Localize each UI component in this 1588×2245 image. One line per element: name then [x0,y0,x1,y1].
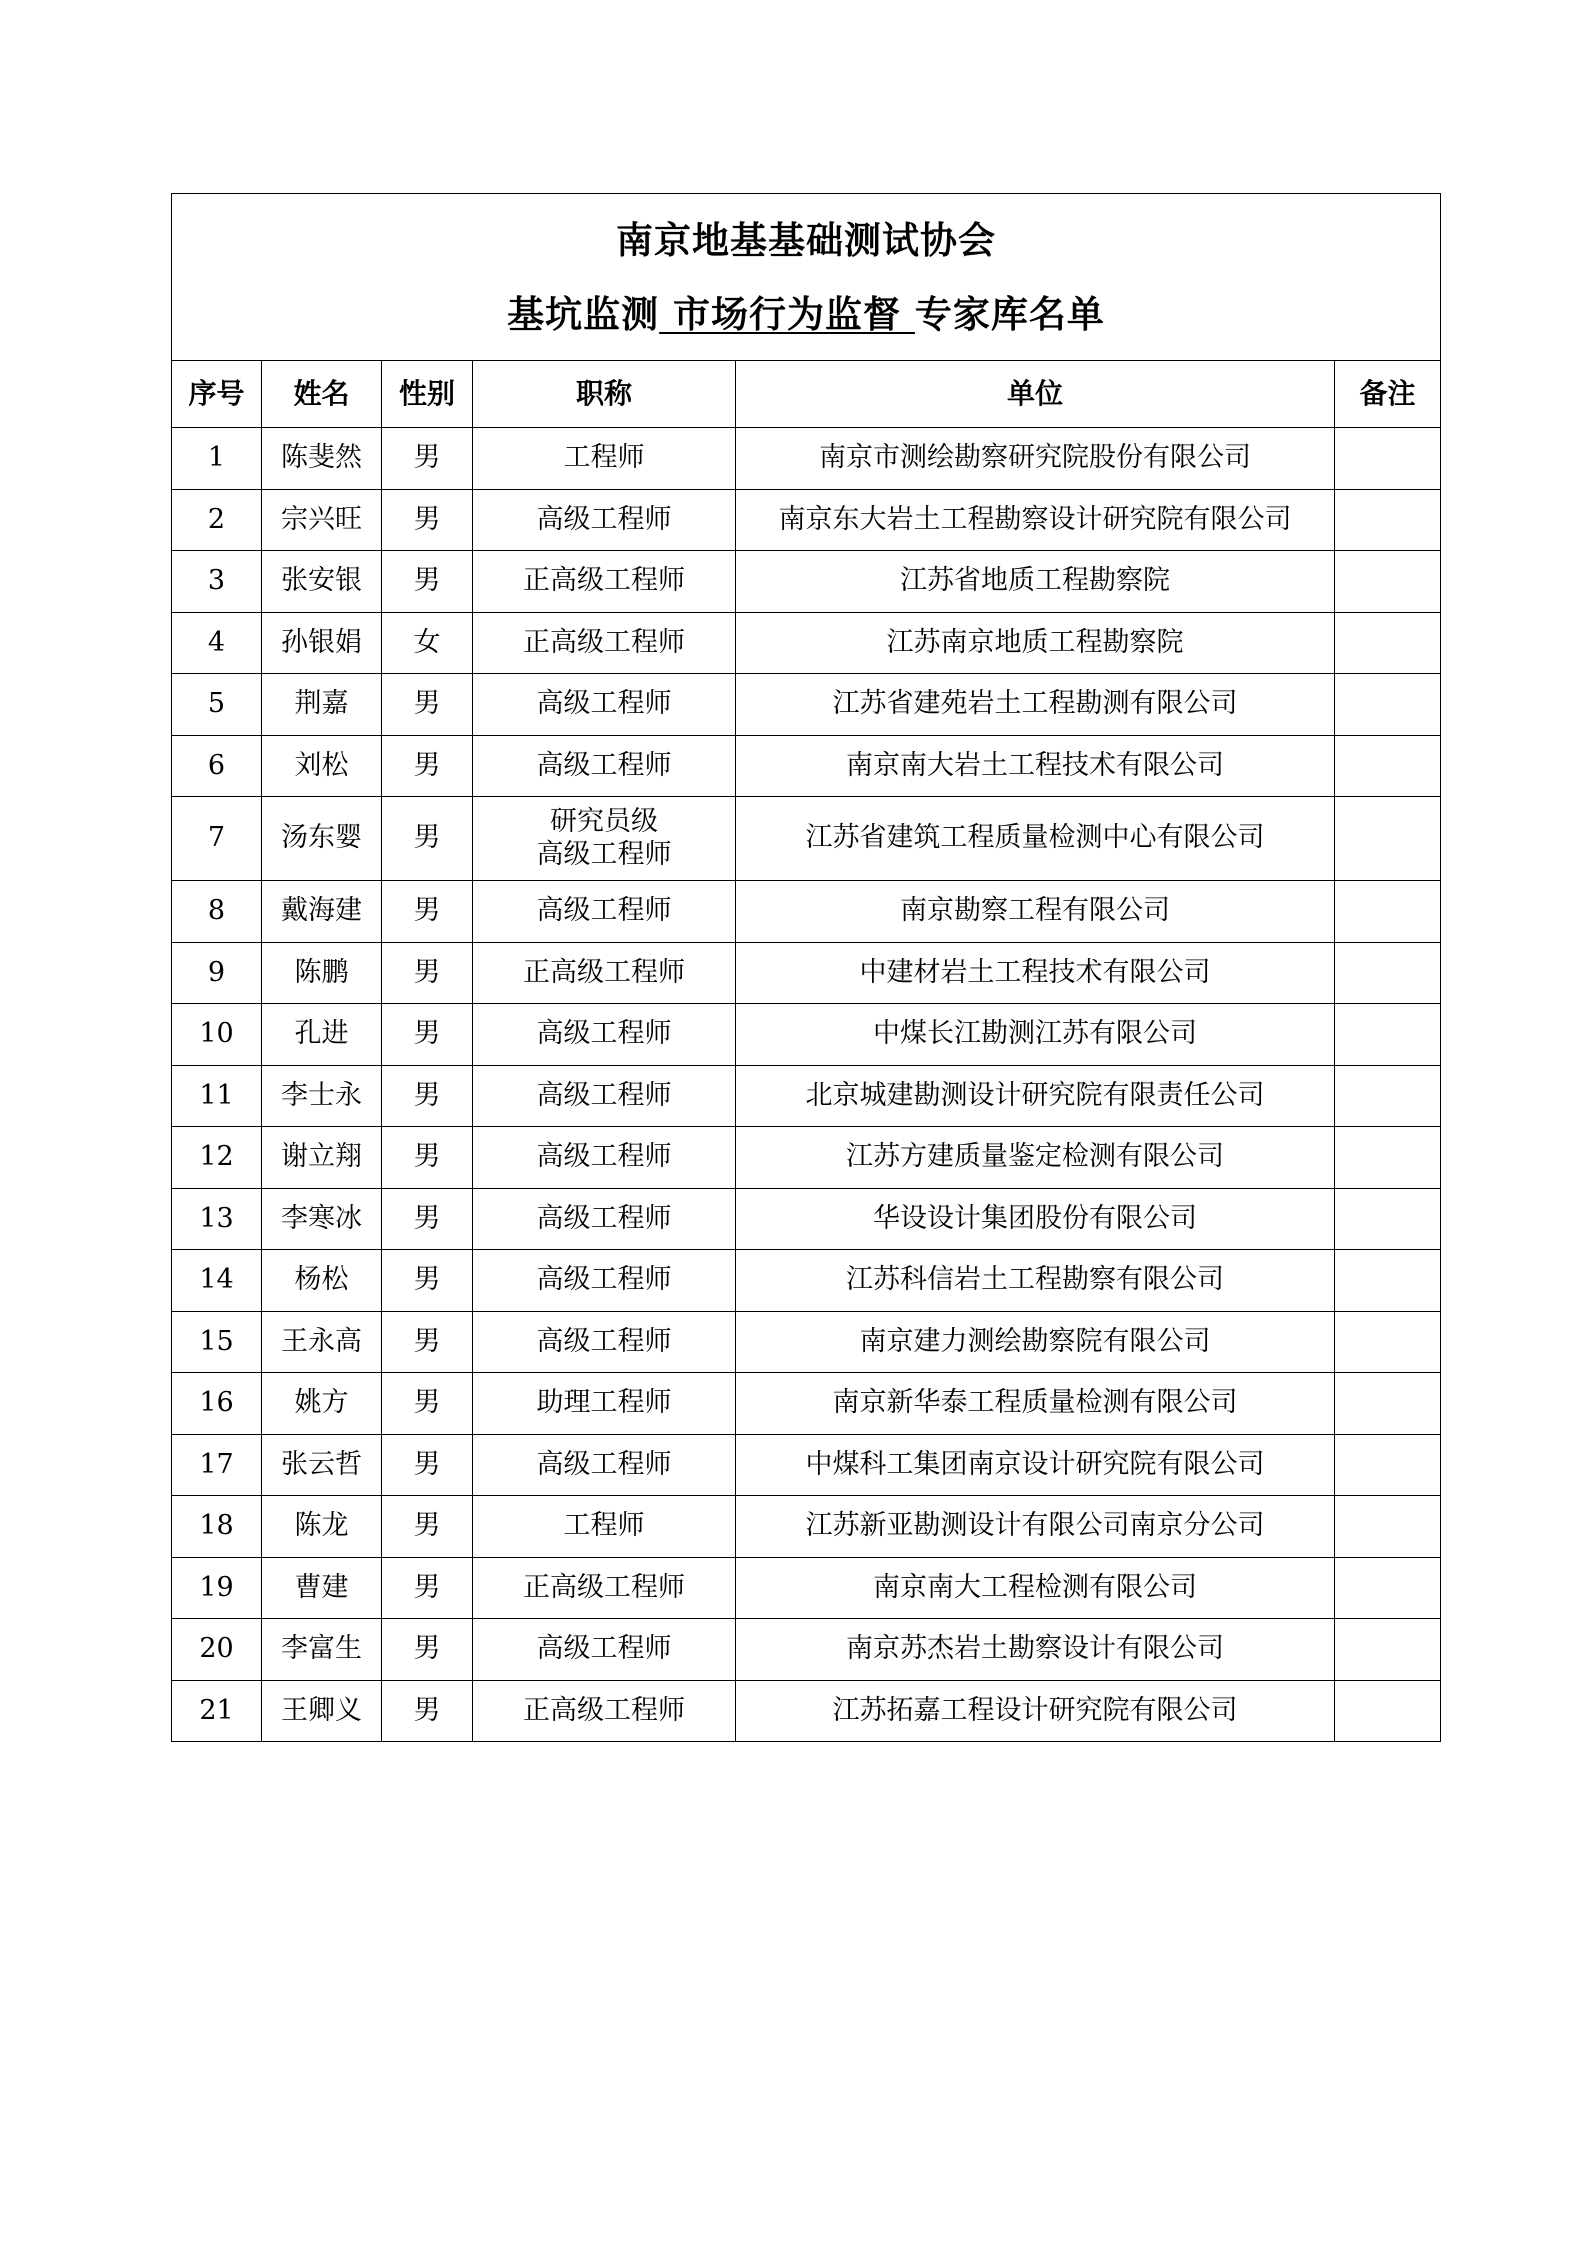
association-title: 南京地基基础测试协会 [616,217,997,262]
cell-title: 高级工程师 [473,1434,736,1496]
title-row [172,194,1441,361]
cell-index: 17 [172,1434,262,1496]
cell-remark [1335,1619,1441,1681]
cell-name: 陈斐然 [262,428,382,490]
header-remark: 备注 [1335,361,1441,428]
cell-index: 7 [172,797,262,881]
cell-title: 高级工程师 [473,489,736,551]
table-row [172,942,1441,1004]
cell-unit: 江苏省建苑岩土工程勘测有限公司 [736,674,1335,736]
table-row [172,1619,1441,1681]
cell-remark [1335,674,1441,736]
cell-unit: 江苏省建筑工程质量检测中心有限公司 [736,797,1335,881]
cell-unit: 北京城建勘测设计研究院有限责任公司 [736,1065,1335,1127]
cell-title: 高级工程师 [473,1065,736,1127]
cell-index: 1 [172,428,262,490]
list-title-part1: 基坑监测 [507,292,660,336]
title-cell [172,194,1441,361]
table-row [172,1004,1441,1066]
cell-name: 孙银娟 [262,612,382,674]
cell-unit: 南京建力测绘勘察院有限公司 [736,1311,1335,1373]
cell-index: 14 [172,1250,262,1312]
table-row [172,674,1441,736]
header-gender: 性别 [382,361,473,428]
cell-gender: 男 [382,674,473,736]
table-row [172,1496,1441,1558]
cell-remark [1335,1680,1441,1742]
header-index: 序号 [172,361,262,428]
cell-index: 11 [172,1065,262,1127]
cell-unit: 南京东大岩土工程勘察设计研究院有限公司 [736,489,1335,551]
cell-unit: 中煤长江勘测江苏有限公司 [736,1004,1335,1066]
cell-index: 20 [172,1619,262,1681]
cell-remark [1335,1250,1441,1312]
table-row [172,797,1441,881]
list-title [172,292,1440,336]
cell-index: 8 [172,881,262,943]
cell-title: 高级工程师 [473,1127,736,1189]
cell-name: 姚方 [262,1373,382,1435]
cell-gender: 男 [382,489,473,551]
cell-unit: 江苏新亚勘测设计有限公司南京分公司 [736,1496,1335,1558]
cell-remark [1335,797,1441,881]
cell-index: 10 [172,1004,262,1066]
cell-name: 刘松 [262,735,382,797]
cell-gender: 男 [382,881,473,943]
cell-gender: 女 [382,612,473,674]
cell-title: 高级工程师 [473,674,736,736]
cell-unit: 江苏科信岩土工程勘察有限公司 [736,1250,1335,1312]
cell-name: 张云哲 [262,1434,382,1496]
cell-index: 13 [172,1188,262,1250]
cell-gender: 男 [382,1127,473,1189]
cell-title: 高级工程师 [473,1188,736,1250]
table-row [172,1065,1441,1127]
cell-gender: 男 [382,1434,473,1496]
cell-gender: 男 [382,1188,473,1250]
table-row [172,489,1441,551]
cell-gender: 男 [382,1680,473,1742]
table-row [172,881,1441,943]
cell-gender: 男 [382,551,473,613]
table-row [172,735,1441,797]
cell-title: 高级工程师 [473,1619,736,1681]
cell-remark [1335,1373,1441,1435]
cell-title: 正高级工程师 [473,1557,736,1619]
expert-roster-table [171,193,1441,1742]
header-name: 姓名 [262,361,382,428]
cell-name: 谢立翔 [262,1127,382,1189]
table-row [172,1680,1441,1742]
cell-name: 张安银 [262,551,382,613]
cell-name: 王卿义 [262,1680,382,1742]
cell-index: 4 [172,612,262,674]
cell-index: 9 [172,942,262,1004]
cell-gender: 男 [382,1373,473,1435]
cell-gender: 男 [382,1311,473,1373]
cell-remark [1335,1557,1441,1619]
cell-unit: 南京勘察工程有限公司 [736,881,1335,943]
cell-gender: 男 [382,428,473,490]
cell-remark [1335,881,1441,943]
cell-gender: 男 [382,942,473,1004]
header-title: 职称 [473,361,736,428]
cell-name: 宗兴旺 [262,489,382,551]
cell-remark [1335,1311,1441,1373]
cell-unit: 南京南大岩土工程技术有限公司 [736,735,1335,797]
cell-index: 16 [172,1373,262,1435]
cell-title: 高级工程师 [473,881,736,943]
cell-title: 助理工程师 [473,1373,736,1435]
cell-index: 5 [172,674,262,736]
header-unit: 单位 [736,361,1335,428]
cell-remark [1335,1434,1441,1496]
cell-unit: 南京市测绘勘察研究院股份有限公司 [736,428,1335,490]
cell-title-line1: 研究员级 [550,806,658,838]
cell-remark [1335,1004,1441,1066]
cell-title: 高级工程师 [473,1250,736,1312]
cell-index: 15 [172,1311,262,1373]
cell-unit: 南京新华泰工程质量检测有限公司 [736,1373,1335,1435]
cell-unit: 江苏拓嘉工程设计研究院有限公司 [736,1680,1335,1742]
cell-unit: 南京南大工程检测有限公司 [736,1557,1335,1619]
cell-remark [1335,942,1441,1004]
table-row [172,1311,1441,1373]
cell-remark [1335,1188,1441,1250]
cell-name: 李富生 [262,1619,382,1681]
cell-gender: 男 [382,797,473,881]
cell-name: 荆嘉 [262,674,382,736]
cell-name: 陈龙 [262,1496,382,1558]
table-row [172,1127,1441,1189]
cell-unit: 中建材岩土工程技术有限公司 [736,942,1335,1004]
cell-remark [1335,1496,1441,1558]
table-row [172,1557,1441,1619]
cell-gender: 男 [382,1557,473,1619]
cell-remark [1335,551,1441,613]
cell-name: 李寒冰 [262,1188,382,1250]
cell-index: 21 [172,1680,262,1742]
cell-name: 曹建 [262,1557,382,1619]
cell-name: 杨松 [262,1250,382,1312]
cell-gender: 男 [382,735,473,797]
cell-index: 19 [172,1557,262,1619]
cell-name: 汤东婴 [262,797,382,881]
cell-title: 正高级工程师 [473,1680,736,1742]
cell-title-line2: 高级工程师 [536,838,672,870]
cell-gender: 男 [382,1496,473,1558]
table-row [172,1250,1441,1312]
cell-name: 孔进 [262,1004,382,1066]
cell-remark [1335,612,1441,674]
list-title-underlined: 市场行为监督 [659,292,915,336]
cell-title: 工程师 [473,1496,736,1558]
cell-unit: 华设设计集团股份有限公司 [736,1188,1335,1250]
cell-index: 12 [172,1127,262,1189]
cell-index: 2 [172,489,262,551]
list-title-part3: 专家库名单 [914,292,1105,336]
cell-name: 李士永 [262,1065,382,1127]
cell-index: 18 [172,1496,262,1558]
cell-unit: 江苏省地质工程勘察院 [736,551,1335,613]
cell-unit: 南京苏杰岩土勘察设计有限公司 [736,1619,1335,1681]
table-row [172,428,1441,490]
cell-title [473,797,736,881]
document-page [171,193,1440,1742]
cell-remark [1335,489,1441,551]
cell-remark [1335,735,1441,797]
table-row [172,551,1441,613]
table-row [172,612,1441,674]
cell-gender: 男 [382,1250,473,1312]
cell-title: 高级工程师 [473,1311,736,1373]
cell-unit: 江苏南京地质工程勘察院 [736,612,1335,674]
cell-unit: 中煤科工集团南京设计研究院有限公司 [736,1434,1335,1496]
cell-gender: 男 [382,1004,473,1066]
cell-title: 正高级工程师 [473,551,736,613]
cell-remark [1335,1065,1441,1127]
cell-name: 戴海建 [262,881,382,943]
cell-unit: 江苏方建质量鉴定检测有限公司 [736,1127,1335,1189]
table-row [172,1188,1441,1250]
table-row [172,1373,1441,1435]
cell-title: 工程师 [473,428,736,490]
cell-index: 6 [172,735,262,797]
cell-name: 陈鹏 [262,942,382,1004]
header-row [172,361,1441,428]
table-row [172,1434,1441,1496]
cell-name: 王永高 [262,1311,382,1373]
cell-title: 正高级工程师 [473,612,736,674]
cell-title: 正高级工程师 [473,942,736,1004]
cell-title: 高级工程师 [473,1004,736,1066]
cell-index: 3 [172,551,262,613]
cell-title: 高级工程师 [473,735,736,797]
cell-gender: 男 [382,1619,473,1681]
cell-remark [1335,428,1441,490]
cell-remark [1335,1127,1441,1189]
cell-gender: 男 [382,1065,473,1127]
